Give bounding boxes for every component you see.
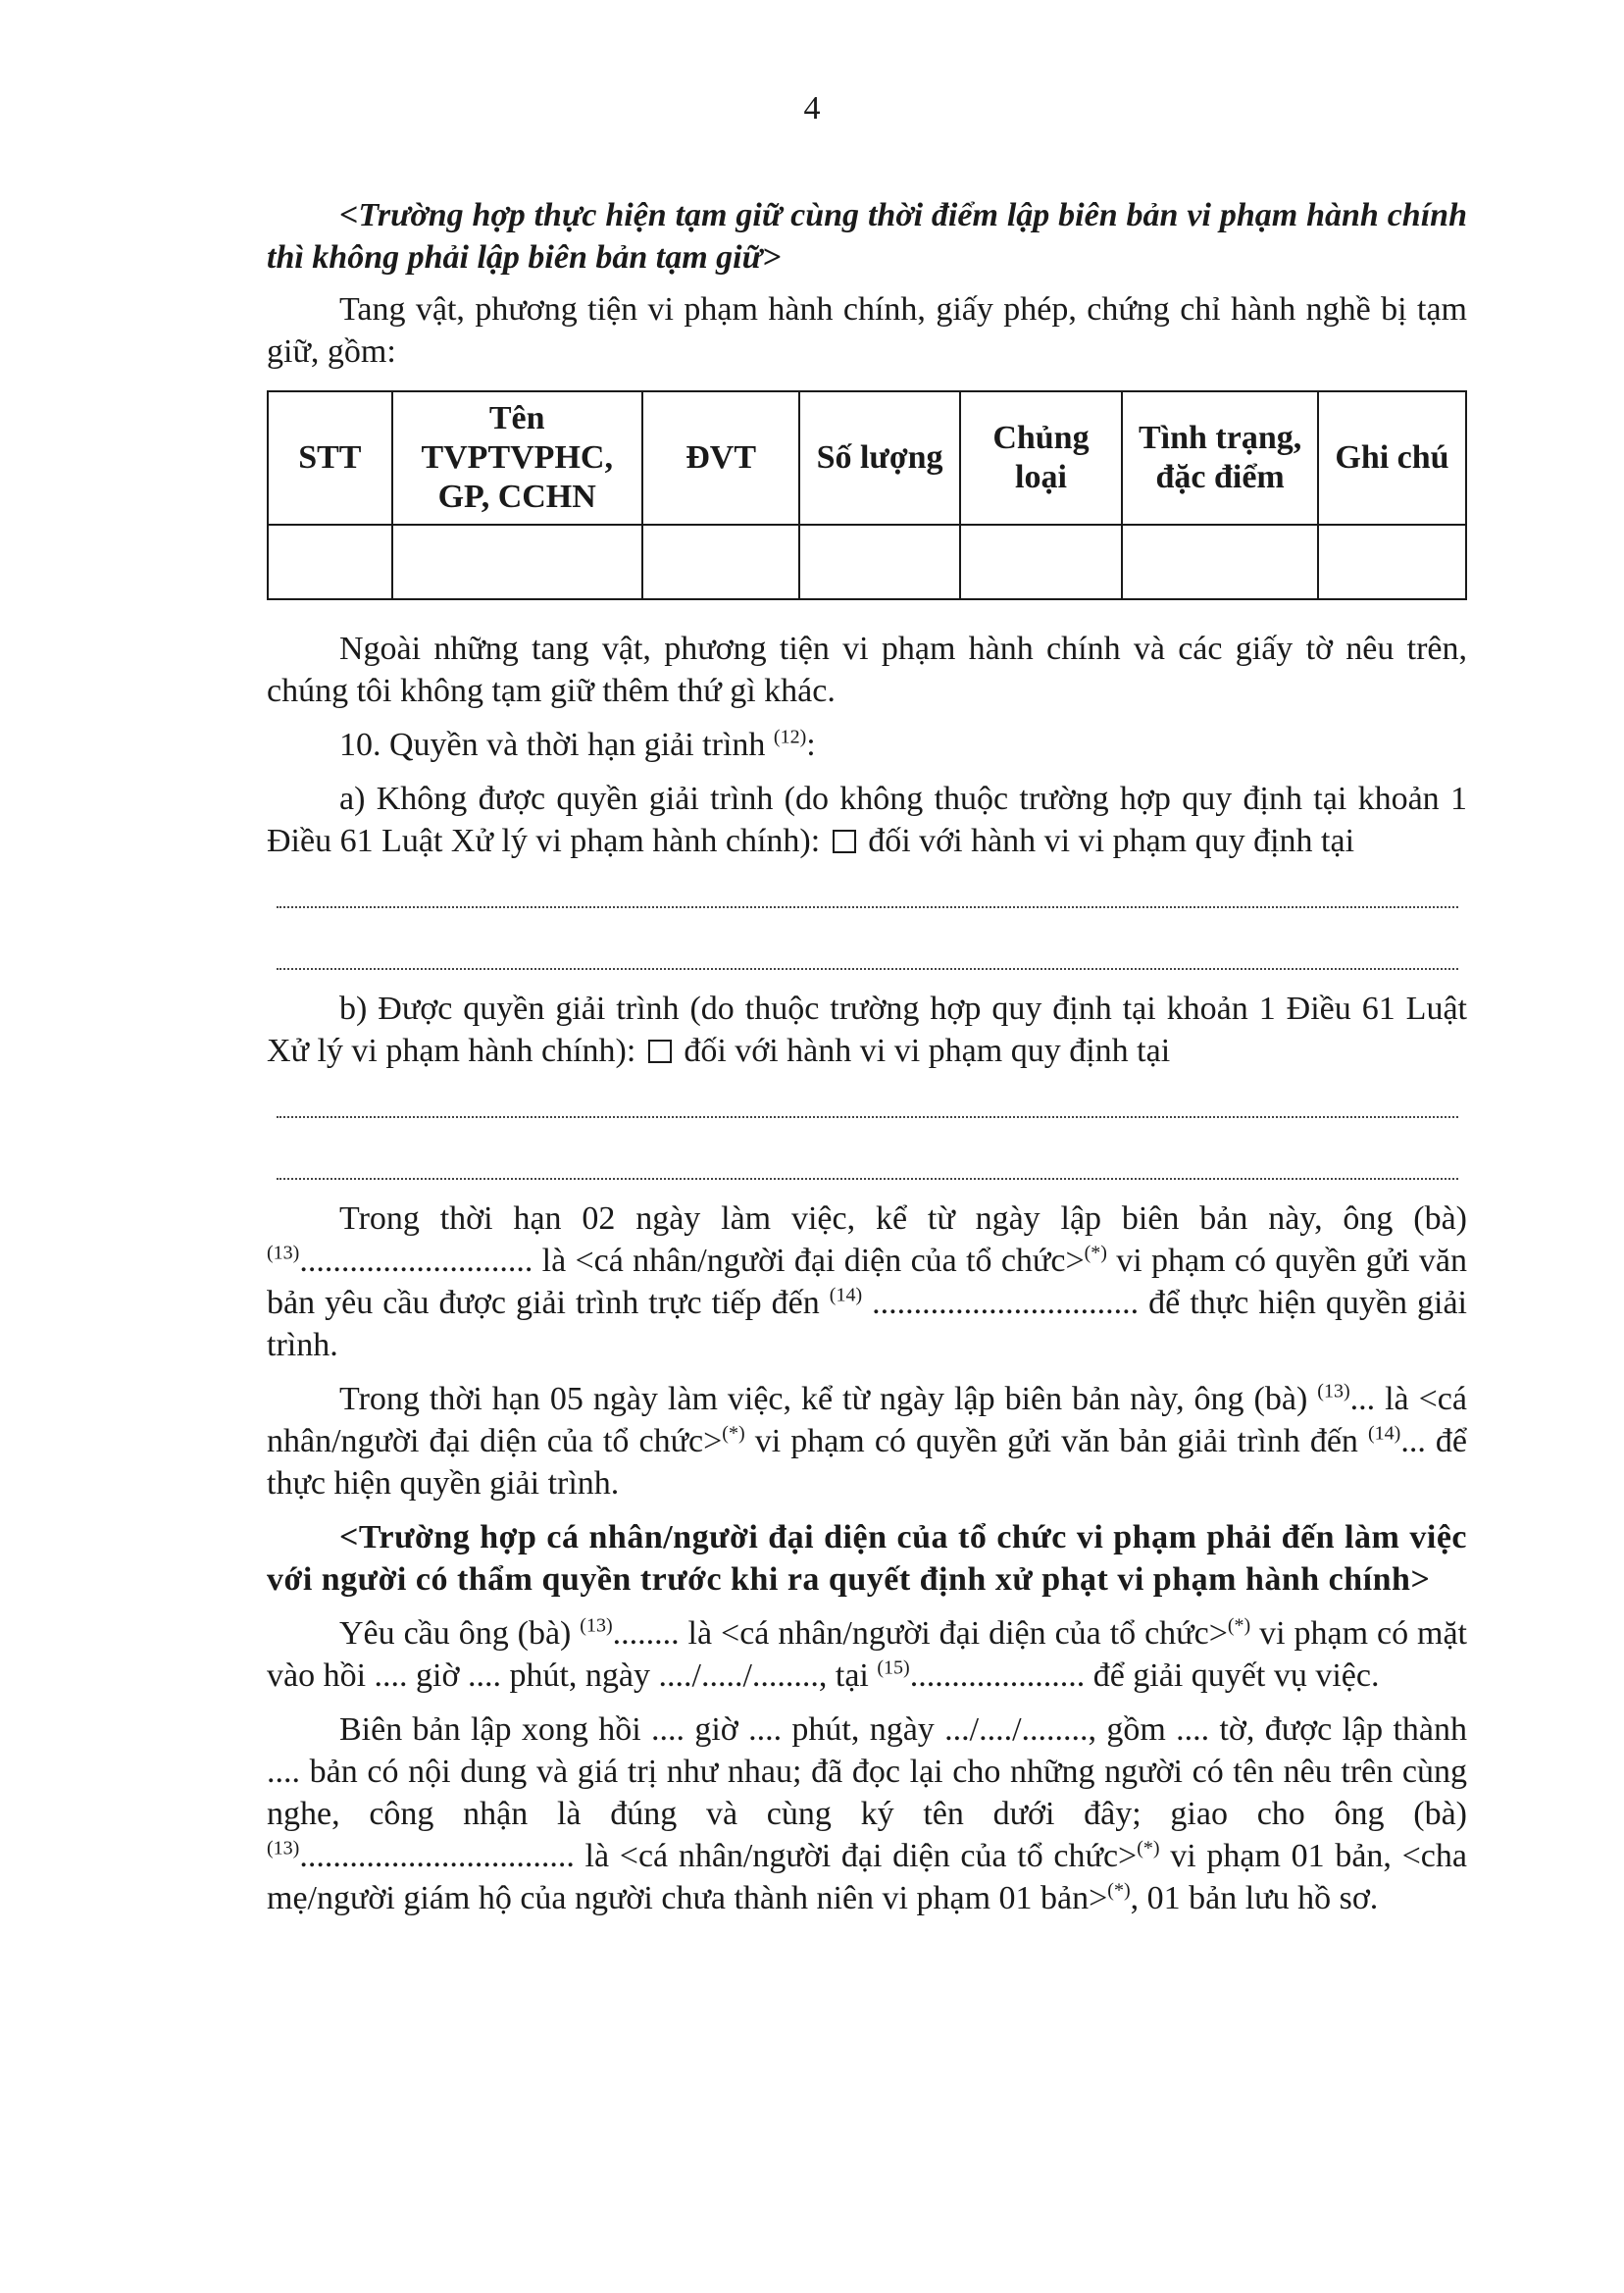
text-span: vi phạm có quyền gửi văn bản giải trình đến xyxy=(744,1423,1368,1459)
footnote-ref-13: (13) xyxy=(267,1837,300,1860)
text-span: ........ là <cá nhân/người đại diện của tổ chức> xyxy=(612,1615,1228,1652)
closing-paragraph xyxy=(267,1708,1467,1919)
col-header-stt: STT xyxy=(268,391,392,525)
table-cell[interactable] xyxy=(1122,525,1318,599)
table-cell[interactable] xyxy=(642,525,800,599)
footnote-ref-star: (*) xyxy=(1107,1879,1131,1902)
seized-items-table xyxy=(267,390,1467,600)
footnote-ref-13: (13) xyxy=(580,1614,613,1637)
footnote-ref-15: (15) xyxy=(877,1656,910,1679)
text-span: ................................. là <cá nhân/người đại diện của tổ chức> xyxy=(299,1838,1138,1874)
footnote-ref-star: (*) xyxy=(1084,1242,1107,1264)
text-span: Biên bản lập xong hồi .... giờ .... phút, ngày .../..../........, gồm .... tờ, được lập thành .... bản có nội dung và giá trị như nhau; đã đọc lại cho những người có tên nêu trên cùng nghe, công nhận là đúng và cùng ký tên dưới đây; giao cho ông (bà) xyxy=(267,1711,1467,1832)
option-a-tail: đối với hành vi vi phạm quy định tại xyxy=(868,823,1355,859)
section-10-title xyxy=(267,724,1467,766)
case-note: <Trường hợp thực hiện tạm giữ cùng thời điểm lập biên bản vi phạm hành chính thì không phải lập biên bản tạm giữ> xyxy=(267,197,1467,276)
section-10-title-colon: : xyxy=(806,727,816,763)
table-cell[interactable] xyxy=(268,525,392,599)
col-header-note: Ghi chú xyxy=(1318,391,1466,525)
table-cell[interactable] xyxy=(799,525,959,599)
option-b-tail: đối với hành vi vi phạm quy định tại xyxy=(684,1033,1171,1069)
text-span: ................................ để thực hiện quyền giải trình. xyxy=(267,1285,1468,1363)
text-span: ... để thực hiện quyền giải trình. xyxy=(267,1423,1467,1502)
table-cell[interactable] xyxy=(392,525,642,599)
footnote-ref-12: (12) xyxy=(773,726,807,748)
footnote-ref-star: (*) xyxy=(1137,1837,1160,1860)
table-cell[interactable] xyxy=(960,525,1123,599)
table-row xyxy=(268,525,1466,599)
case-2-heading: <Trường hợp cá nhân/người đại diện của tổ chức vi phạm phải đến làm việc với người có thẩm quyền trước khi ra quyết định xử phạt vi phạm hành chính> xyxy=(267,1519,1467,1598)
option-b-checkbox[interactable] xyxy=(648,1040,672,1063)
col-header-condition: Tình trạng, đặc điểm xyxy=(1122,391,1318,525)
document-body xyxy=(267,194,1467,1931)
col-header-unit: ĐVT xyxy=(642,391,800,525)
option-a-label: a) Không được quyền giải trình (do không thuộc trường hợp quy định tại khoản 1 Điều 61 Luật Xử lý vi phạm hành chính): xyxy=(267,781,1467,859)
footnote-ref-star: (*) xyxy=(1227,1614,1251,1637)
footnote-ref-star: (*) xyxy=(722,1422,745,1445)
footnote-ref-14: (14) xyxy=(1368,1422,1401,1445)
footnote-ref-13: (13) xyxy=(267,1242,300,1264)
text-span: Trong thời hạn 05 ngày làm việc, kể từ ngày lập biên bản này, ông (bà) xyxy=(339,1381,1318,1417)
footnote-ref-13: (13) xyxy=(1317,1380,1350,1402)
text-span: vi phạm có quyền gửi văn bản yêu cầu được giải trình trực tiếp đến xyxy=(267,1243,1467,1321)
fill-line[interactable] xyxy=(277,1136,1458,1180)
text-span: , 01 bản lưu hồ sơ. xyxy=(1130,1880,1379,1916)
col-header-type: Chủng loại xyxy=(960,391,1123,525)
text-span: Trong thời hạn 02 ngày làm việc, kể từ ngày lập biên bản này, ông (bà) xyxy=(339,1200,1467,1237)
option-a-checkbox[interactable] xyxy=(833,830,856,853)
text-span: vi phạm có mặt vào hồi .... giờ .... phút, ngày ..../...../........, tại xyxy=(267,1615,1467,1694)
option-a-text xyxy=(267,778,1467,862)
option-b-label: b) Được quyền giải trình (do thuộc trường hợp quy định tại khoản 1 Điều 61 Luật Xử lý vi phạm hành chính): xyxy=(267,991,1467,1069)
intro-text: Tang vật, phương tiện vi phạm hành chính, giấy phép, chứng chỉ hành nghề bị tạm giữ, gồm: xyxy=(267,291,1467,370)
fill-line[interactable] xyxy=(277,926,1458,970)
col-header-name: Tên TVPTVPHC, GP, CCHN xyxy=(392,391,642,525)
fill-line[interactable] xyxy=(277,864,1458,908)
footnote-ref-14: (14) xyxy=(829,1284,863,1306)
explanation-written-05-days xyxy=(267,1378,1467,1504)
text-span: Yêu cầu ông (bà) xyxy=(339,1615,581,1652)
option-b-text xyxy=(267,988,1467,1072)
text-span: ............................ là <cá nhân/người đại diện của tổ chức> xyxy=(299,1243,1085,1279)
text-span: vi phạm 01 bản, <cha mẹ/người giám hộ của người chưa thành niên vi phạm 01 bản> xyxy=(267,1838,1467,1916)
appearance-request xyxy=(267,1612,1467,1697)
fill-line[interactable] xyxy=(277,1074,1458,1118)
text-span: ..................... để giải quyết vụ việc. xyxy=(909,1657,1380,1694)
section-10-title-text: 10. Quyền và thời hạn giải trình xyxy=(339,727,766,763)
explanation-request-02-days xyxy=(267,1197,1467,1366)
page-number: 4 xyxy=(803,90,821,127)
table-header-row xyxy=(268,391,1466,525)
col-header-quantity: Số lượng xyxy=(799,391,959,525)
text-span: ... là <cá nhân/người đại diện của tổ chức> xyxy=(267,1381,1467,1459)
table-cell[interactable] xyxy=(1318,525,1466,599)
no-other-items-text: Ngoài những tang vật, phương tiện vi phạm hành chính và các giấy tờ nêu trên, chúng tôi không tạm giữ thêm thứ gì khác. xyxy=(267,631,1467,709)
